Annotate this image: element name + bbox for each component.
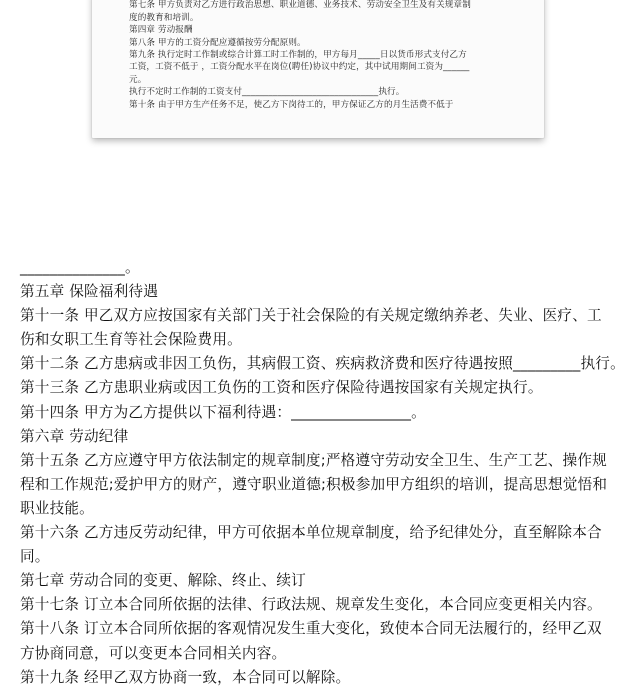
document-line: 方协商同意，可以变更本合同相关内容。 <box>20 644 287 662</box>
document-line: 第十九条 经甲乙双方协商一致，本合同可以解除。 <box>20 668 351 686</box>
scan-line: 第九条 执行定时工作制或综合计算工时工作制的，甲方每月_____日以货币形式支付乙方 <box>129 50 467 61</box>
document-line: 第十一条 甲乙双方应按国家有关部门关于社会保险的有关规定缴纳养老、失业、医疗、工 <box>20 307 602 325</box>
document-line: 程和工作规范;爱护甲方的财产，遵守职业道德;积极参加甲方组织的培训，提高思想觉悟和 <box>20 475 608 493</box>
scan-line: 第八条 甲方的工资分配应遵循按劳分配原则。 <box>129 37 306 48</box>
document-line: 第十五条 乙方应遵守甲方依法制定的规章制度;严格遵守劳动安全卫生、生产工艺、操作规 <box>20 451 607 469</box>
scan-line: 第四章 劳动报酬 <box>129 25 193 36</box>
scan-text-block <box>129 0 529 111</box>
document-line: 同。 <box>20 548 50 566</box>
scan-line: 第七条 甲方负责对乙方进行政治思想、职业道德、业务技术、劳动安全卫生及有关规章制 <box>129 0 471 11</box>
document-line: 第十八条 订立本合同所依据的客观情况发生重大变化，致使本合同无法履行的，经甲乙双 <box>20 620 602 638</box>
scan-line: 度的教育和培训。 <box>129 12 199 23</box>
document-line: 第十四条 甲方为乙方提供以下福利待遇：________________。 <box>20 403 426 421</box>
document-line: 第十三条 乙方患职业病或因工负伤的工资和医疗保险待遇按国家有关规定执行。 <box>20 379 543 397</box>
scan-line: 第十条 由于甲方生产任务不足，使乙方下岗待工的，甲方保证乙方的月生活费不低于 <box>129 99 454 110</box>
scanned-page-excerpt <box>92 0 544 138</box>
scan-line: 元。 <box>129 74 147 85</box>
scan-line: 执行不定时工作制的工资支付_______________________________执行。 <box>129 87 405 98</box>
scan-line: 工资，工资不低于 ，工资分配水平在岗位(聘任)协议中约定，其中试用期间工资为______ <box>129 62 470 73</box>
document-line: 第十七条 订立本合同所依据的法律、行政法规、规章发生变化，本合同应变更相关内容。 <box>20 596 602 614</box>
document-line: 伤和女职工生育等社会保险费用。 <box>20 331 242 349</box>
document-line: ______________。 <box>20 259 140 276</box>
chapter-heading: 第七章 劳动合同的变更、解除、终止、续订 <box>20 572 306 590</box>
chapter-heading: 第六章 劳动纪律 <box>20 427 129 445</box>
chapter-heading: 第五章 保险福利待遇 <box>20 283 158 301</box>
document-body <box>20 256 630 686</box>
document-line: 第十二条 乙方患病或非因工负伤，其病假工资、疾病救济费和医疗待遇按照_________执行。 <box>20 355 625 373</box>
document-line: 第十六条 乙方违反劳动纪律，甲方可依据本单位规章制度，给予纪律处分，直至解除本合 <box>20 524 602 542</box>
document-line: 职业技能。 <box>20 499 94 517</box>
